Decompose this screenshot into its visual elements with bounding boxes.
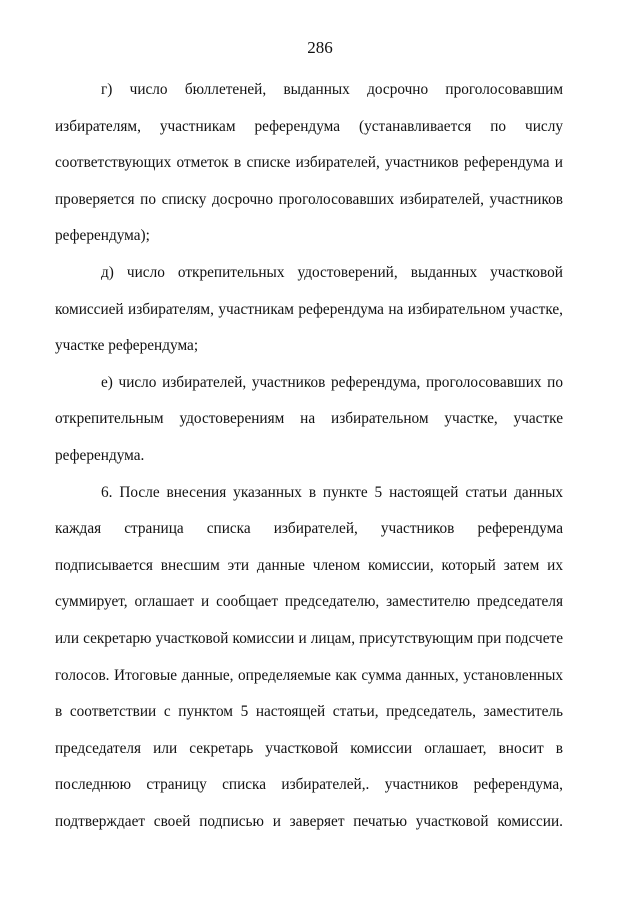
body-text <box>55 72 563 840</box>
text-line: д) число открепительных удостоверений, выданных участковой <box>101 263 563 281</box>
text-line: г) число бюллетеней, выданных досрочно проголосовавшим <box>101 81 563 98</box>
text-line: подтверждает своей подписью и заверяет печатью участковой комиссии. <box>55 812 563 830</box>
text-line: подписывается внесшим эти данные членом комиссии, который затем их <box>55 556 563 574</box>
text-line: комиссией избирателям, участникам референдума на избирательном участке, <box>55 300 563 318</box>
text-line: избирателям, участникам референдума (устанавливается по числу <box>55 117 563 135</box>
text-line: последнюю страницу списка избирателей,. участников референдума, <box>55 776 563 794</box>
page-number: 286 <box>307 38 333 57</box>
text-line: суммирует, оглашает и сообщает председателю, заместителю председателя <box>55 593 563 611</box>
text-line: каждая страница списка избирателей, участников референдума <box>55 520 563 538</box>
text-line: референдума. <box>55 446 145 464</box>
text-line: е) число избирателей, участников референдума, проголосовавших по <box>101 373 563 391</box>
text-line: открепительным удостоверениям на избирательном участке, участке <box>55 410 563 428</box>
text-line: в соответствии с пунктом 5 настоящей статьи, председатель, заместитель <box>55 703 563 721</box>
text-line: председателя или секретарь участковой комиссии оглашает, вносит в <box>55 739 563 757</box>
text-line: соответствующих отметок в списке избирателей, участников референдума и <box>55 154 563 172</box>
text-line: 6. После внесения указанных в пункте 5 настоящей статьи данных <box>101 483 563 501</box>
text-line: участке референдума; <box>55 337 199 355</box>
text-line: голосов. Итоговые данные, определяемые как сумма данных, установленных <box>55 666 563 684</box>
text-line: проверяется по списку досрочно проголосовавших избирателей, участников <box>55 190 563 208</box>
text-line: или секретарю участковой комиссии и лицам, присутствующим при подсчете <box>55 629 563 647</box>
text-line: референдума); <box>55 227 150 245</box>
